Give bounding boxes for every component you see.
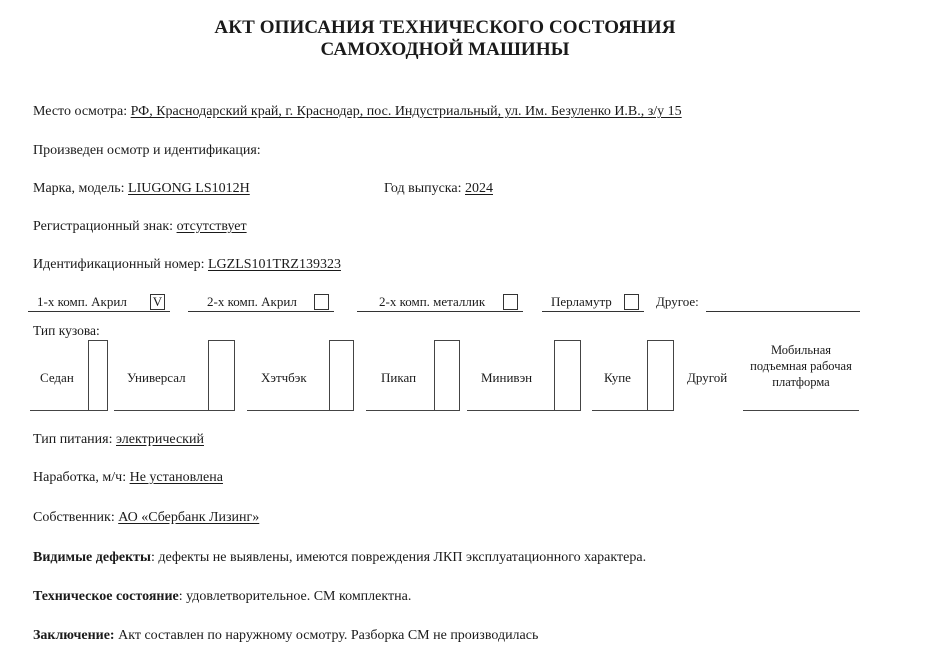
registration-value: отсутствует <box>176 219 247 234</box>
body-type-other-underline <box>743 410 859 411</box>
year-value: 2024 <box>465 181 493 196</box>
year-row <box>384 181 493 197</box>
body-type-option-coupe <box>592 340 674 411</box>
operating-hours-row <box>33 470 223 486</box>
technical-condition-value: : удовлетворительное. СМ комплектна. <box>178 589 412 604</box>
operating-hours-label: Наработка, м/ч: <box>33 470 130 485</box>
inspection-place-label: Место осмотра: <box>33 104 131 119</box>
body-type-checkbox-sedan[interactable] <box>88 340 108 411</box>
visible-defects-row <box>33 550 646 566</box>
body-type-label: Тип кузова: <box>33 323 100 338</box>
owner-value: АО «Сбербанк Лизинг» <box>118 510 260 525</box>
paint-other-field[interactable] <box>706 311 860 312</box>
technical-condition-row <box>33 589 411 605</box>
body-type-option-label: Универсал <box>127 370 186 385</box>
vin-row <box>33 257 341 273</box>
year-label: Год выпуска: <box>384 181 465 196</box>
paint-option-label: 2-х комп. Акрил <box>207 294 297 309</box>
conclusion-label: Заключение: <box>33 628 115 643</box>
conclusion-row <box>33 628 538 644</box>
make-model-row <box>33 181 250 197</box>
owner-row <box>33 510 259 526</box>
make-model-label: Марка, модель: <box>33 181 129 196</box>
paint-option-pearl <box>542 294 644 312</box>
body-type-option-label: Хэтчбэк <box>261 370 307 385</box>
technical-condition-label: Техническое состояние <box>33 589 179 604</box>
vin-value: LGZLS101TRZ139323 <box>207 257 341 272</box>
paint-option-acrylic-1k <box>28 294 170 312</box>
owner-label: Собственник: <box>33 510 119 525</box>
body-type-option-hatchback <box>247 340 354 411</box>
paint-option-label: 2-х комп. металлик <box>379 294 486 309</box>
power-type-row <box>33 432 204 448</box>
power-type-value: электрический <box>116 432 204 447</box>
body-type-checkbox-coupe[interactable] <box>647 340 674 411</box>
paint-other-label: Другое: <box>656 294 699 309</box>
make-model-value: LIUGONG LS1012H <box>128 181 250 196</box>
body-type-checkbox-pickup[interactable] <box>434 340 460 411</box>
body-type-option-label: Купе <box>604 370 631 385</box>
paint-checkbox-acrylic-2k[interactable] <box>314 294 329 310</box>
body-type-other-label: Другой <box>687 370 728 385</box>
conclusion-value: Акт составлен по наружному осмотру. Разборка СМ не производилась <box>114 628 539 643</box>
visible-defects-value: : дефекты не выявлены, имеются повреждения ЛКП эксплуатационного характера. <box>150 550 647 565</box>
inspection-note: Произведен осмотр и идентификация: <box>33 143 261 158</box>
paint-checkbox-acrylic-1k[interactable]: V <box>150 294 165 310</box>
paint-option-label: Перламутр <box>551 294 612 309</box>
body-type-option-pickup <box>366 340 460 411</box>
paint-option-acrylic-2k <box>188 294 334 312</box>
paint-checkbox-pearl[interactable] <box>624 294 639 310</box>
body-type-option-sedan <box>30 340 108 411</box>
body-type-option-wagon <box>114 340 235 411</box>
inspection-place-value: РФ, Краснодарский край, г. Краснодар, пос. Индустриальный, ул. Им. Безуленко И.В., з/у 15 <box>130 104 682 119</box>
body-type-other-value: Мобильная подъемная рабочая платформа <box>750 343 852 389</box>
vin-label: Идентификационный номер: <box>33 257 208 272</box>
visible-defects-label: Видимые дефекты <box>33 550 151 565</box>
document-title-line2: САМОХОДНОЙ МАШИНЫ <box>320 39 570 60</box>
registration-row <box>33 219 247 235</box>
body-type-option-minivan <box>467 340 581 411</box>
body-type-option-label: Минивэн <box>481 370 533 385</box>
body-type-option-label: Седан <box>40 370 74 385</box>
body-type-checkbox-minivan[interactable] <box>554 340 581 411</box>
paint-option-metallic-2k <box>357 294 523 312</box>
registration-label: Регистрационный знак: <box>33 219 177 234</box>
paint-option-label: 1-х комп. Акрил <box>37 294 127 309</box>
operating-hours-value: Не установлена <box>129 470 223 485</box>
power-type-label: Тип питания: <box>33 432 116 447</box>
body-type-checkbox-hatchback[interactable] <box>329 340 354 411</box>
inspection-place-row <box>33 104 682 120</box>
body-type-checkbox-wagon[interactable] <box>208 340 235 411</box>
document-title-line1: АКТ ОПИСАНИЯ ТЕХНИЧЕСКОГО СОСТОЯНИЯ <box>214 17 676 38</box>
paint-checkbox-metallic-2k[interactable] <box>503 294 518 310</box>
body-type-option-label: Пикап <box>381 370 417 385</box>
